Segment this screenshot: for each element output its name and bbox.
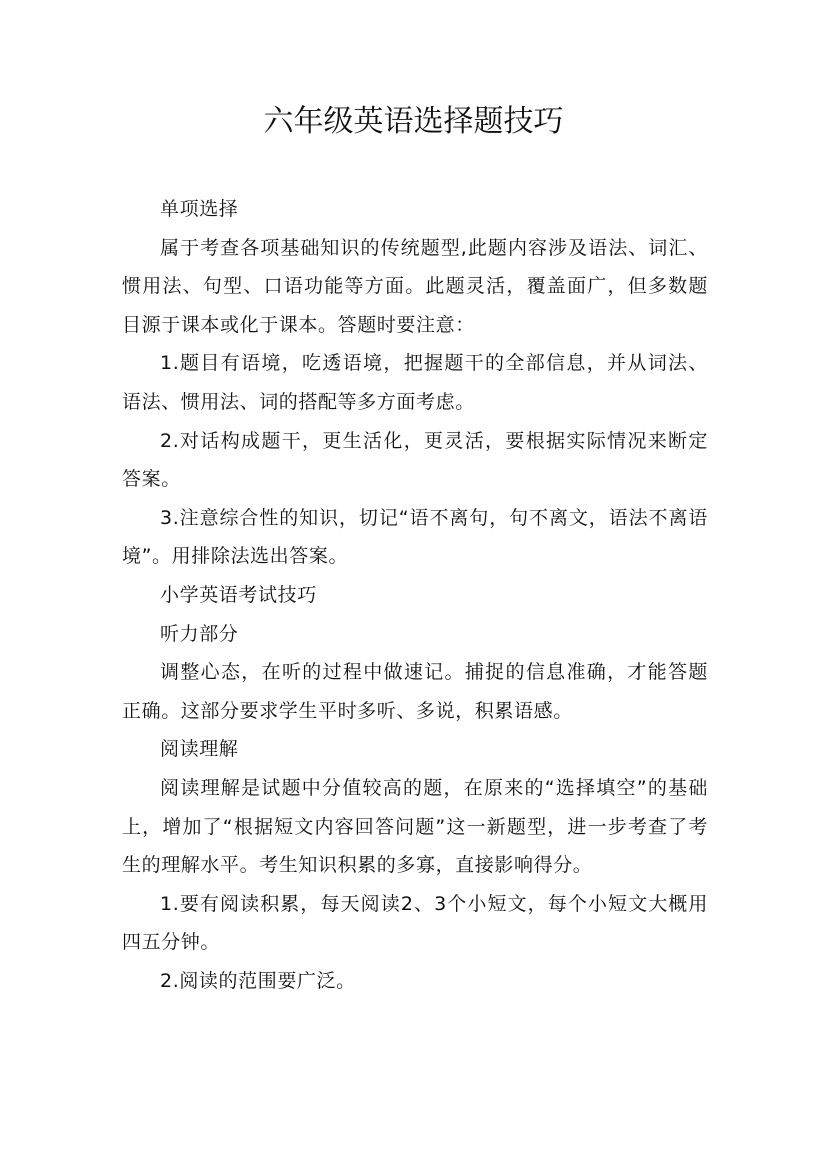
list-item: 1.要有阅读积累，每天阅读2、3个小短文，每个小短文大概用四五分钟。	[122, 892, 708, 954]
section-heading-single-choice: 单项选择	[160, 198, 239, 220]
section-heading-reading: 阅读理解	[160, 738, 239, 761]
paragraph: 调整心态，在听的过程中做速记。捕捉的信息准确，才能答题正确。这部分要求学生平时多听、多说，积累语感。	[122, 661, 708, 722]
paragraph: 属于考查各项基础知识的传统题型,此题内容涉及语法、词汇、惯用法、句型、口语功能等方面。此题灵活，覆盖面广，但多数题目源于课本或化于课本。答题时要注意：	[122, 236, 708, 336]
section-heading-listening: 听力部分	[160, 622, 239, 645]
list-item: 1.题目有语境，吃透语境，把握题干的全部信息，并从词法、语法、惯用法、词的搭配等多方面考虑。	[122, 352, 708, 413]
section-heading-exam-tips: 小学英语考试技巧	[160, 583, 317, 606]
list-item: 2.阅读的范围要广泛。	[160, 969, 356, 992]
document-body	[122, 190, 708, 1000]
paragraph: 阅读理解是试题中分值较高的题，在原来的“选择填空”的基础上，增加了“根据短文内容回答问题”这一新题型，进一步考查了考生的理解水平。考生知识积累的多寡，直接影响得分。	[122, 776, 708, 877]
document-title: 六年级英语选择题技巧	[263, 104, 564, 139]
list-item: 2.对话构成题干，更生活化，更灵活，要根据实际情况来断定答案。	[122, 429, 708, 491]
list-item: 3.注意综合性的知识，切记“语不离句，句不离文，语法不离语境”。用排除法选出答案。	[122, 506, 708, 568]
